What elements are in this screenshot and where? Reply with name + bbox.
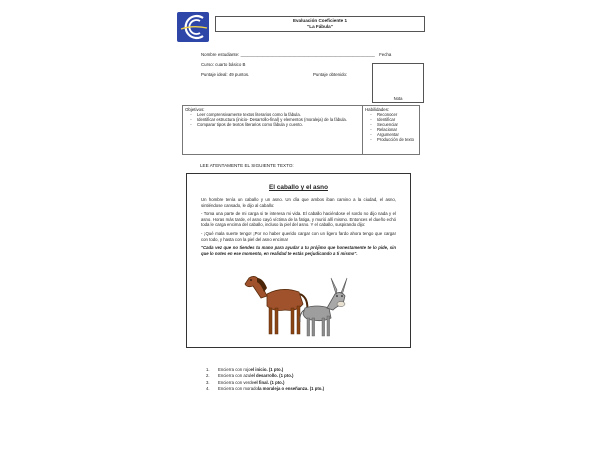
grade-box[interactable] [372, 63, 424, 103]
student-name-line[interactable]: _______________________________________________________ [240, 52, 375, 57]
fable-title: El caballo y el asno [269, 184, 328, 191]
evaluation-title: Evaluación Coeficiente 1 [292, 18, 348, 23]
evaluation-subtitle: "La Fábula" [307, 24, 333, 29]
skill-item: - Secuenciar [370, 122, 398, 127]
fable-paragraph: Un hombre tenía un caballo y un asno. Un día que ambos iban camino a la ciudad, el asno, sintiéndose cansado, le dijo al caballo: [201, 197, 396, 208]
objectives-table [182, 105, 420, 155]
objectives-heading: Objetivos: [185, 107, 205, 112]
evaluation-title-box [215, 16, 425, 32]
skill-item: - Argumentar [370, 132, 399, 137]
student-name-row [201, 52, 391, 58]
grade-label: Nota [393, 96, 403, 101]
obtained-score-label: Puntaje obtenido: [313, 72, 348, 77]
donkey-figure [300, 278, 347, 336]
fable-paragraph: - ¡Qué mala suerte tengo! ¡Por no haber querido cargar con un ligero fardo ahora tengo que cargar con todo, y hasta con la piel del asno encima! [201, 230, 396, 242]
skill-item: - Identificar [370, 117, 396, 122]
skill-item: - Producción de texto [370, 137, 415, 142]
fable-moral: "Cada vez que no tiendes tu mano para ayudar a tu prójimo que honestamente te lo pide, sin que lo notes en ese momento, en realidad te estás perjudicando a ti mismo". [201, 245, 396, 256]
fable-box [186, 173, 411, 348]
skill-item: - Reconocer [370, 112, 398, 117]
task-item: 3. Encierra con verde el final. (1 pto.) [206, 379, 285, 385]
skills-cell [363, 106, 419, 154]
task-item: 4. Encierra con morado la moraleja o enseñanza. (1 pto.) [206, 385, 325, 391]
fable-paragraph: - Toma una parte de mi carga si te interesa mi vida. El caballo haciéndose el sordo no dijo nada y el asno. Horas más tarde, el asno cayó víctima de la fatiga, y murió allí mismo. Entonces el dueño echó toda le carga encima del caballo, incluso la piel del asno. Y el caballo, suspirando dijo: [201, 211, 396, 228]
date-label: Fecha [379, 52, 392, 57]
task-item: 2. Encierra con azul el desarrollo. (1 pto.) [206, 373, 294, 379]
school-logo-icon [177, 12, 209, 42]
ideal-score-label: Puntaje ideal: 49 puntos. [201, 72, 250, 77]
course-label: Curso: cuarto básico B [201, 62, 246, 67]
task-list [206, 367, 324, 392]
objective-item: - Leer comprensivamente textos literarios como la fábula. [190, 112, 301, 117]
horse-and-donkey-illustration [237, 264, 357, 344]
task-item: 1. Encierra con rojo el inicio. (1 pto.) [206, 367, 284, 372]
objectives-cell [183, 106, 363, 154]
horse-figure [245, 276, 307, 334]
student-name-label: Nombre estudiante: [201, 52, 240, 57]
reading-instruction: LEE ATENTAMENTE EL SIGUIENTE TEXTO: [200, 163, 294, 168]
objective-item: - Identificar estructura (inicio- Desarrollo-final) y elementos (moraleja) de la fábula. [190, 117, 347, 122]
objective-item: - Comparar tipos de textos literarios como fábula y cuento. [190, 122, 303, 127]
skills-heading: Habilidades: [365, 107, 390, 112]
skill-item: - Relacionar [370, 127, 398, 132]
